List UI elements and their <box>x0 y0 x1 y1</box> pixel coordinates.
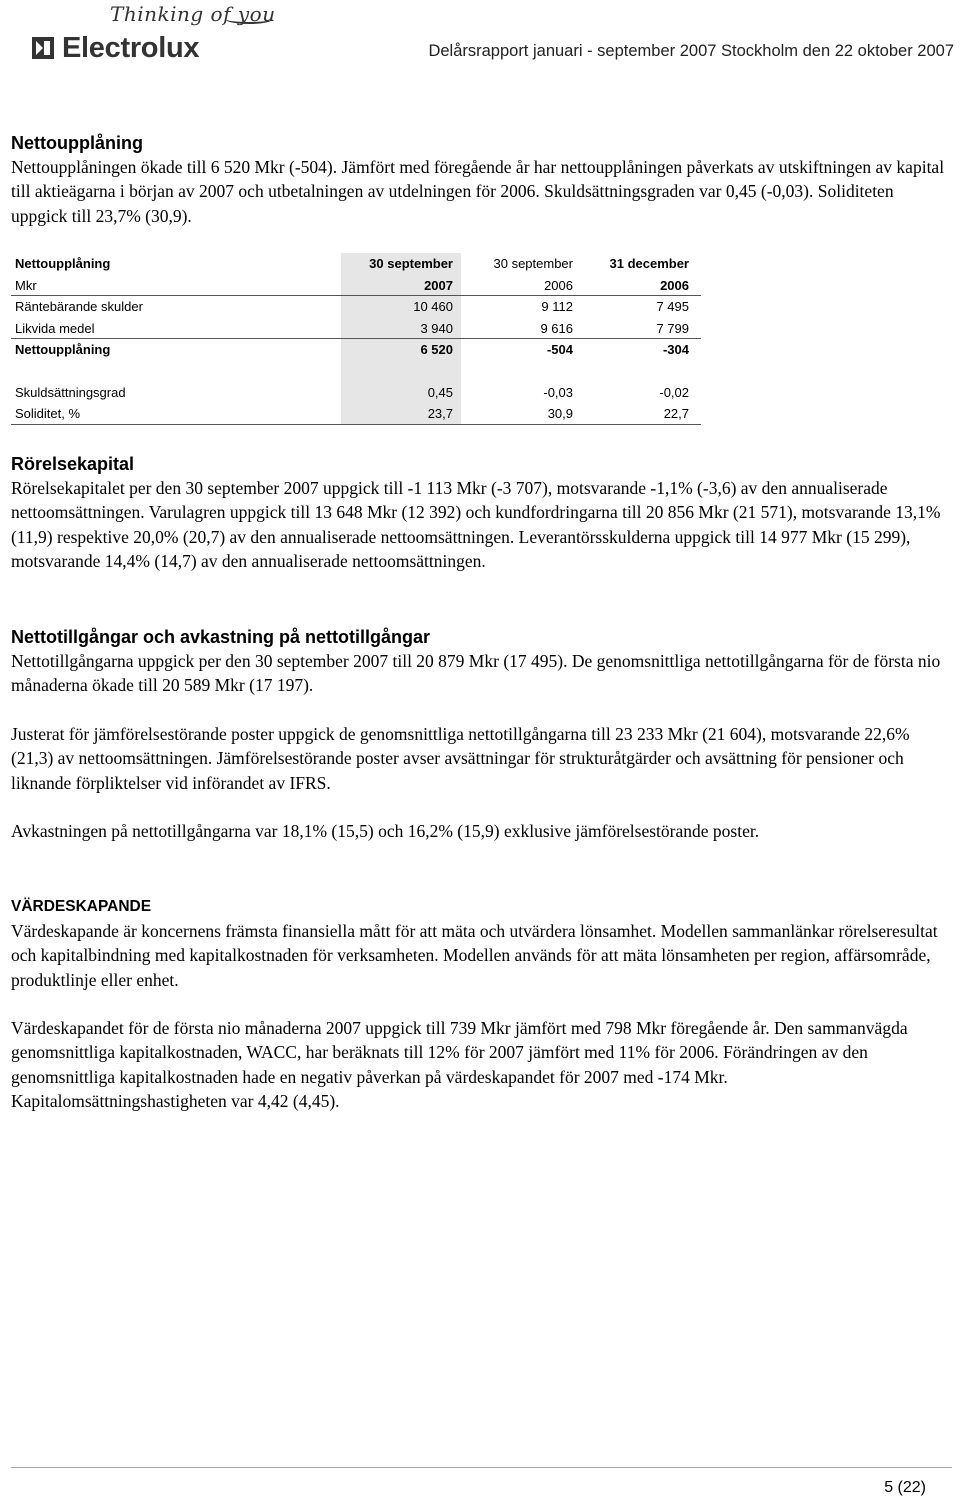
table-row <box>11 318 701 340</box>
row-label: Likvida medel <box>15 320 95 336</box>
page-number: 5 (22) <box>884 1479 926 1496</box>
unit-label: Mkr <box>15 277 37 293</box>
cell-value: 23,7 <box>341 403 461 425</box>
cell-value: -504 <box>546 342 573 357</box>
report-header-title: Delårsrapport januari - september 2007 Stockholm den 22 oktober 2007 <box>428 42 954 60</box>
table-row <box>11 403 701 425</box>
section-paragraph: Avkastningen på nettotillgångarna var 18,1% (15,5) och 16,2% (15,9) exklusive jämförelsestörande poster. <box>11 821 760 841</box>
electrolux-logo <box>32 33 199 63</box>
section-nettoupplaning <box>11 131 946 228</box>
cell-value: 7 495 <box>656 299 689 314</box>
footer-divider <box>11 1467 952 1468</box>
section-paragraph-block <box>11 819 946 843</box>
section-heading: Rörelsekapital <box>11 454 135 474</box>
cell-value: 7 799 <box>656 320 689 336</box>
section-paragraph: Nettotillgångarna uppgick per den 30 september 2007 till 20 879 Mkr (17 495). De genomsnittliga nettotillgångarna för de första nio månaderna ökade till 20 589 Mkr (17 197). <box>11 651 941 696</box>
brand-tagline: Thinking of you <box>110 2 276 26</box>
column-year: 2006 <box>660 277 689 293</box>
section-paragraph-block <box>11 722 946 795</box>
cell-value: 10 460 <box>341 296 461 318</box>
section-vardeskapande <box>11 895 946 992</box>
electrolux-logo-icon <box>32 37 54 59</box>
column-header: 30 september <box>341 253 461 275</box>
net-debt-table <box>11 253 701 425</box>
cell-value: 0,45 <box>341 382 461 404</box>
row-label: Soliditet, % <box>15 406 81 421</box>
row-label: Skuldsättningsgrad <box>15 384 126 400</box>
section-paragraph-block <box>11 1016 946 1114</box>
cell-value: 9 112 <box>541 299 573 314</box>
column-year: 2007 <box>341 275 461 297</box>
table-row <box>11 296 701 318</box>
cell-value: 3 940 <box>341 318 461 340</box>
section-rorelsekapital <box>11 452 946 574</box>
section-paragraph: Värdeskapandet för de första nio månaderna 2007 uppgick till 739 Mkr jämfört med 798 Mkr föregående år. Den sammanvägda genomsnittliga kapitalkostnaden, WACC, har beräknats till 12% för 2007 jämfört med 11% för 2006. Förändringen av den genomsnittliga kapitalkostnaden hade en negativ påverkan på värdeskapandet för 2007 med -174 Mkr. Kapitalomsättningshastigheten var 4,42 (4,45). <box>11 1018 908 1112</box>
table-header-row <box>11 275 701 297</box>
section-heading: VÄRDESKAPANDE <box>11 898 152 915</box>
cell-value: 30,9 <box>547 406 573 421</box>
row-label: Räntebärande skulder <box>15 299 143 314</box>
table-divider <box>11 424 701 425</box>
section-paragraph: Nettoupplåningen ökade till 6 520 Mkr (-504). Jämfört med föregående år har nettoupplåningen påverkats av utskiftningen av kapital till aktieägarna i början av 2007 och utbetalningen av utdelningen för 2006. Skuldsättningsgraden var 0,45 (-0,03). Soliditeten uppgick till 23,7% (30,9). <box>11 157 945 226</box>
section-paragraph: Rörelsekapitalet per den 30 september 2007 uppgick till -1 113 Mkr (-3 707), motsvarande -1,1% (-3,6) av den annualiserade nettoomsättningen. Varulagren uppgick till 13 648 Mkr (12 392) och kundfordringarna till 20 856 Mkr (21 571), motsvarande 13,1% (11,9) respektive 20,0% (20,7) av den annualiserade nettoomsättningen. Leverantörsskulderna uppgick till 14 977 Mkr (15 299), motsvarande 14,4% (14,7) av den annualiserade nettoomsättningen. <box>11 478 941 572</box>
table-spacer-row <box>11 361 701 382</box>
table-total-row <box>11 339 701 361</box>
cell-value: 6 520 <box>341 339 461 361</box>
cell-value: 9 616 <box>540 320 573 336</box>
tagline-swoosh <box>225 14 273 24</box>
row-label: Nettoupplåning <box>15 342 111 357</box>
table-header-row <box>11 253 701 275</box>
section-paragraph: Justerat för jämförelsestörande poster uppgick de genomsnittliga nettotillgångarna till 23 233 Mkr (21 604), motsvarande 22,6% (21,3) av nettoomsättningen. Jämförelsestörande poster avser avsättningar för strukturåtgärder och avsättning för pensioner och liknande förpliktelser vid införandet av IFRS. <box>11 724 910 793</box>
section-heading: Nettoupplåning <box>11 133 143 153</box>
column-header: 31 december <box>609 256 689 271</box>
table-row <box>11 382 701 404</box>
section-nettotillgangar <box>11 625 946 698</box>
section-paragraph: Värdeskapande är koncernens främsta finansiella mått för att mäta och utvärdera lönsamhet. Modellen sammanlänkar rörelseresultat och kapitalbindning med kapitalkostnaden för verksamheten. Modellen används för att mäta lönsamheten per region, affärsområde, produktlinje eller enhet. <box>11 921 938 990</box>
cell-value: 22,7 <box>663 406 689 421</box>
table-title: Nettoupplåning <box>15 256 111 271</box>
cell-value: -0,02 <box>659 384 689 400</box>
column-year: 2006 <box>544 277 573 293</box>
logo-wordmark: Electrolux <box>62 31 200 64</box>
spacer-cell <box>341 361 461 382</box>
cell-value: -0,03 <box>543 384 573 400</box>
section-heading: Nettotillgångar och avkastning på nettotillgångar <box>11 627 431 647</box>
cell-value: -304 <box>662 342 689 357</box>
column-header: 30 september <box>493 256 573 271</box>
